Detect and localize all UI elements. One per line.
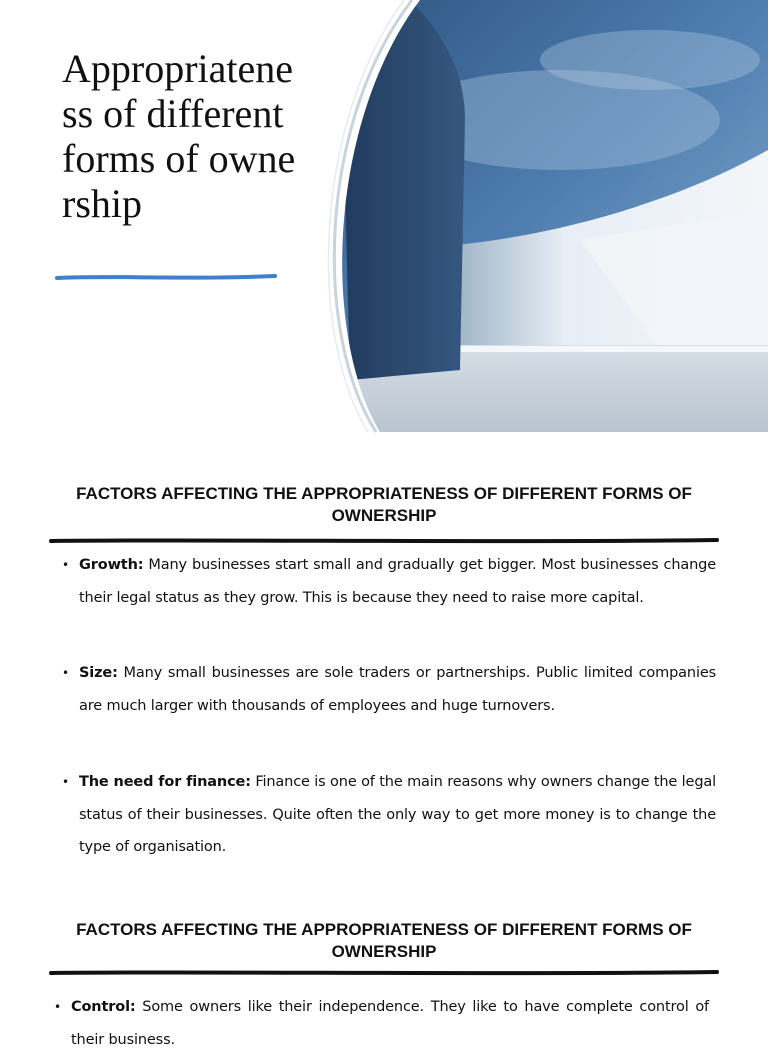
bullet-text: Many small businesses are sole traders or partnerships. Public limited companies are much larger with thousands of employees and huge turnovers. [79,665,716,714]
heading-rule-1 [50,537,718,545]
bullet-text: Some owners like their independence. They like to have complete control of their business. [71,999,709,1048]
section-heading-1: FACTORS AFFECTING THE APPROPRIATENESS OF DIFFERENT FORMS OF OWNERSHIP [76,484,692,525]
list-item [52,991,709,1048]
bullet-term: The need for finance: [79,774,251,790]
title-slide [0,0,768,432]
bullet-term: Control: [71,999,136,1015]
bullet-dot-icon: • [54,1000,61,1014]
bullet-term: Growth: [79,557,144,573]
section-heading-2: FACTORS AFFECTING THE APPROPRIATENESS OF DIFFERENT FORMS OF OWNERSHIP [76,920,692,961]
bullet-dot-icon: • [62,558,69,572]
bullet-text: Many businesses start small and gradually get bigger. Most businesses change their legal status as they grow. This is because they need to raise more capital. [79,557,716,606]
list-item [60,766,716,864]
bullet-dot-icon: • [62,775,69,789]
list-item [60,549,716,614]
bullet-dot-icon: • [62,666,69,680]
slide-title: Appropriateness of different forms of ownership [62,46,296,226]
heading-rule-2 [50,969,718,977]
title-underline [55,270,277,284]
list-item [60,657,716,722]
bullet-text: Finance is one of the main reasons why owners change the legal status of their businesses. Quite often the only way to get more money is to change the type of organisation. [79,774,716,855]
bullet-term: Size: [79,665,118,681]
